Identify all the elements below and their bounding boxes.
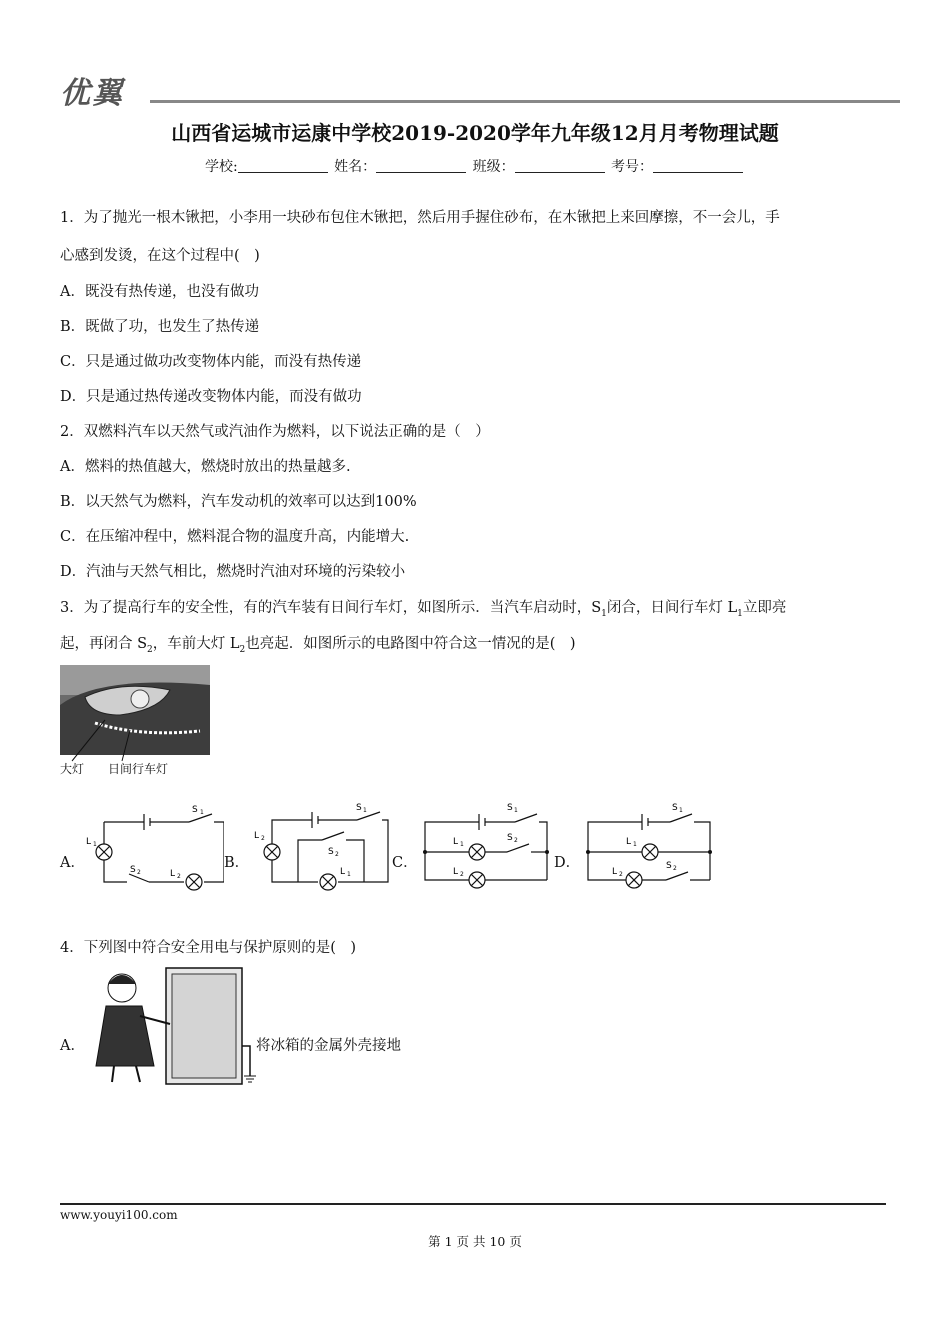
photo-label-headlight: 大灯 (60, 762, 85, 776)
info-label-id: 考号： (611, 159, 654, 175)
circuit-c (415, 798, 555, 894)
q3-stem-line1: 3．为了提高行车的安全性，有的汽车装有日间行车灯，如图所示．当汽车启动时，$S_1$闭合，日间行车灯 $L_1$立即亮 (60, 600, 787, 619)
photo-label-drl: 日间行车灯 (108, 762, 169, 776)
info-label-name: 姓名： (334, 159, 377, 175)
circuit-a (84, 802, 224, 896)
svg-text:L: L (86, 837, 92, 847)
svg-text:S: S (192, 805, 198, 815)
q1-option-d: D．只是通过热传递改变物体内能，而没有做功 (60, 389, 362, 405)
q4-option-a-text: 将冰箱的金属外壳接地 (256, 1038, 401, 1054)
q2-option-b: B．以天然气为燃料，汽车发动机的效率可以达到100% (60, 494, 417, 510)
svg-text:1: 1 (514, 807, 518, 814)
q1-option-c: C．只是通过做功改变物体内能，而没有热传递 (60, 354, 362, 370)
q2-option-d: D．汽油与天然气相比，燃烧时汽油对环境的污染较小 (60, 564, 406, 580)
svg-text:1: 1 (679, 807, 683, 814)
circuit-b (252, 800, 392, 896)
info-label-school: 学校: (204, 159, 238, 175)
svg-text:1: 1 (363, 807, 367, 814)
svg-text:L: L (453, 867, 459, 877)
svg-text:1: 1 (347, 871, 351, 878)
q1-option-b: B．既做了功，也发生了热传递 (60, 319, 260, 335)
svg-text:S: S (507, 803, 513, 813)
svg-text:L: L (340, 867, 346, 877)
fridge-grounding-illustration (92, 966, 258, 1092)
svg-text:2: 2 (137, 869, 141, 876)
svg-text:L: L (612, 867, 618, 877)
q2-stem: 2．双燃料汽车以天然气或汽油作为燃料，以下说法正确的是（ ） (60, 424, 490, 440)
svg-text:1: 1 (633, 841, 637, 848)
info-label-class: 班级： (472, 159, 515, 175)
svg-text:L: L (254, 831, 260, 841)
q1-stem-line2: 心感到发烫，在这个过程中( ) (60, 248, 260, 264)
svg-text:S: S (666, 861, 672, 871)
svg-text:L: L (170, 869, 176, 879)
svg-text:1: 1 (200, 809, 204, 816)
svg-text:S: S (672, 803, 678, 813)
svg-text:S: S (507, 833, 513, 843)
page-number: 第 1 页 共 10 页 (428, 1234, 522, 1249)
q4-stem: 4．下列图中符合安全用电与保护原则的是( ) (60, 940, 357, 956)
student-info (0, 156, 950, 176)
svg-text:2: 2 (673, 865, 677, 872)
svg-text:2: 2 (460, 871, 464, 878)
q1-stem-line1: 1．为了抛光一根木锹把，小李用一块砂布包住木锹把，然后用手握住砂布，在木锹把上来回摩擦，不一会儿，手 (60, 210, 780, 226)
q4-option-a-label: A． (60, 1038, 85, 1054)
svg-text:L: L (626, 837, 632, 847)
q3-option-c-label: C． (392, 855, 418, 871)
q2-option-c: C．在压缩冲程中，燃料混合物的温度升高，内能增大. (60, 529, 410, 545)
svg-text:2: 2 (177, 873, 181, 880)
id-blank[interactable] (653, 158, 743, 173)
class-blank[interactable] (515, 158, 605, 173)
q3-option-d-label: D． (554, 855, 581, 871)
name-blank[interactable] (376, 158, 466, 173)
svg-text:S: S (328, 847, 334, 857)
logo: 优翼 (60, 76, 124, 111)
svg-text:1: 1 (460, 841, 464, 848)
svg-text:2: 2 (261, 835, 265, 842)
page-title: 山西省运城市运康中学校2019-2020学年九年级12月月考物理试题 (171, 121, 779, 145)
svg-text:2: 2 (514, 837, 518, 844)
q3-stem-line2: 起，再闭合 $S_2$，车前大灯 $L_2$也亮起．如图所示的电路图中符合这一情况的是( ) (60, 636, 576, 655)
q3-option-b-label: B． (224, 855, 250, 871)
q1-option-a: A．既没有热传递，也没有做功 (60, 284, 259, 300)
svg-text:S: S (130, 865, 136, 875)
q2-option-a: A．燃料的热值越大，燃烧时放出的热量越多. (60, 459, 351, 475)
q3-option-a-label: A． (60, 855, 85, 871)
circuit-d (580, 798, 720, 894)
svg-text:L: L (453, 837, 459, 847)
svg-text:2: 2 (335, 851, 339, 858)
footer-url[interactable]: www.youyi100.com (60, 1208, 178, 1222)
footer-rule (60, 1203, 886, 1205)
school-blank[interactable] (238, 158, 328, 173)
svg-text:2: 2 (619, 871, 623, 878)
header-rule (150, 100, 900, 103)
car-headlight-photo (60, 665, 212, 781)
svg-text:S: S (356, 803, 362, 813)
svg-text:1: 1 (93, 841, 97, 848)
